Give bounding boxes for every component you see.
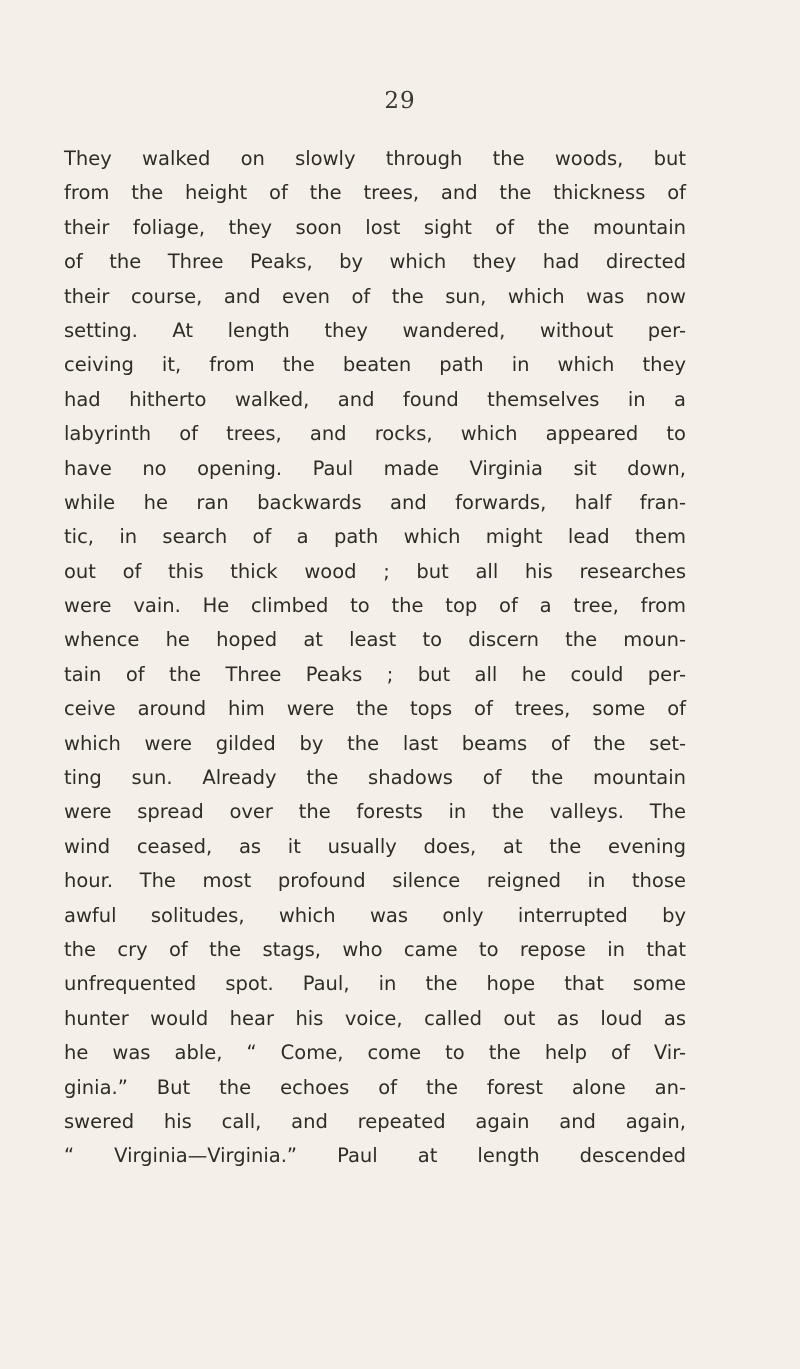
text-line: ceive around him were the tops of trees, some of — [64, 697, 686, 721]
text-line: tain of the Three Peaks ; but all he could per- — [64, 662, 686, 686]
text-line: whence he hoped at least to discern the moun- — [64, 628, 686, 652]
text-line: setting. At length they wandered, without per- — [64, 318, 686, 342]
text-line: had hitherto walked, and found themselves in a — [64, 387, 686, 411]
text-line: of the Three Peaks, by which they had directed — [64, 250, 686, 274]
text-line: hour. The most profound silence reigned in those — [64, 869, 686, 893]
text-line: out of this thick wood ; but all his researches — [64, 559, 686, 583]
text-line: “ Virginia—Virginia.” Paul at length descended — [64, 1144, 686, 1168]
text-line: unfrequented spot. Paul, in the hope that some — [64, 972, 686, 996]
text-line: tic, in search of a path which might lead them — [64, 525, 686, 549]
text-line: while he ran backwards and forwards, half fran- — [64, 490, 686, 514]
text-line: he was able, “ Come, come to the help of Vir- — [64, 1041, 686, 1065]
text-line: which were gilded by the last beams of the set- — [64, 731, 686, 755]
text-line: ceiving it, from the beaten path in which they — [64, 353, 686, 377]
text-line: wind ceased, as it usually does, at the evening — [64, 834, 686, 858]
text-line: have no opening. Paul made Virginia sit down, — [64, 456, 686, 480]
text-line: awful solitudes, which was only interrupted by — [64, 903, 686, 927]
body-text — [64, 142, 686, 1174]
text-line: were spread over the forests in the valleys. The — [64, 800, 686, 824]
text-line: their foliage, they soon lost sight of the mountain — [64, 215, 686, 239]
text-line: hunter would hear his voice, called out as loud as — [64, 1006, 686, 1030]
page-number: 29 — [384, 88, 416, 114]
text-line: ting sun. Already the shadows of the mountain — [64, 766, 686, 790]
text-line: ginia.” But the echoes of the forest alone an- — [64, 1075, 686, 1099]
text-line: labyrinth of trees, and rocks, which appeared to — [64, 422, 686, 446]
text-line: They walked on slowly through the woods, but — [64, 147, 686, 170]
text-line: were vain. He climbed to the top of a tree, from — [64, 594, 686, 618]
text-line: their course, and even of the sun, which was now — [64, 284, 686, 308]
text-line: swered his call, and repeated again and again, — [64, 1109, 686, 1133]
text-line: from the height of the trees, and the thickness of — [64, 181, 686, 205]
text-line: the cry of the stags, who came to repose in that — [64, 937, 686, 961]
